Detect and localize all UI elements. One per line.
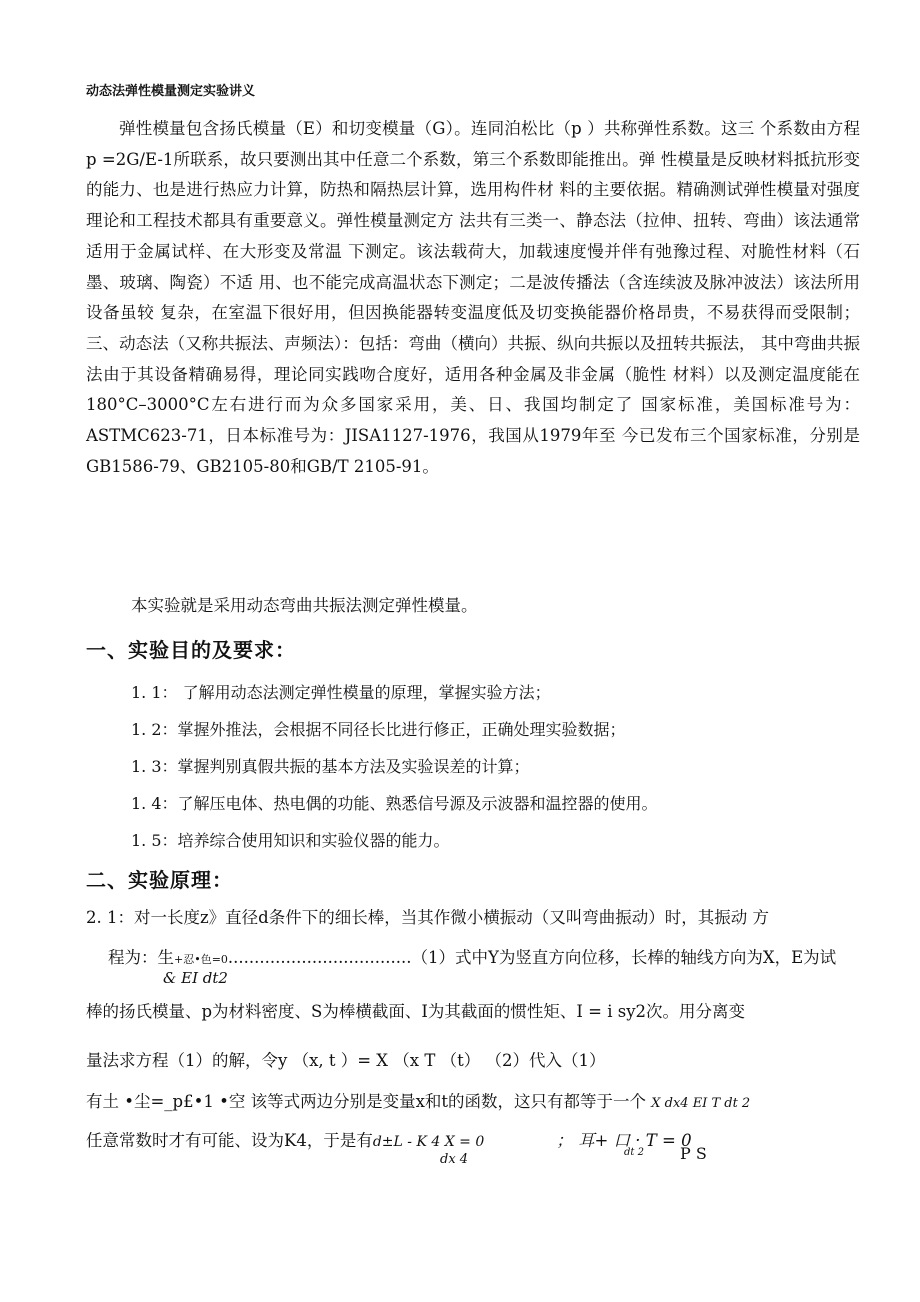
intro-paragraph: 弹性模量包含扬氏模量（E）和切变模量（G）。连同泊松比（p ）共称弹性系数。这三 个系数由方程p =2G/E-1所联系，故只要测出其中任意二个系数，第三个系数即能推出。弹 性模量是反映材料抵抗形变的能力、也是进行热应力计算，防热和隔热层计算，选用构件材 料的主要依据。精确测试弹性模量对强度理论和工程技术都具有重要意义。弹性模量测定方 法共有三类一、静态法（拉伸、扭转、弯曲）该法通常适用于金属试样、在大形变及常温 下测定。该法载荷大，加载速度慢并伴有弛豫过程、对脆性材料（石墨、玻璃、陶瓷）不适 用、也不能完成高温状态下测定；二是波传播法（含连续波及脉冲波法）该法所用设备虽较 复杂，在室温下很好用，但因换能器转变温度低及切变换能器价格昂贵，不易获得而受限制；三、动态法（又称共振法、声频法）：包括：弯曲（横向）共振、纵向共振以及扭转共振法， 其中弯曲共振法由于其设备精确易得，理论同实践吻合度好，适用各种金属及非金属（脆性 材料）以及测定温度能在180°C–3000°C左右进行而为众多国家采用，美、日、我国均制定了 国家标准，美国标准号为：ASTMC623-71，日本标准号为：JISA1127-1976，我国从1979年至 今已发布三个国家标准，分别是GB1586-79、GB2105-80和GB/T 2105-91。 bbox=[86, 119, 860, 476]
line6-text: 任意常数时才有可能、设为K4，于是有 bbox=[86, 1131, 373, 1150]
equation-prefix: 程为：生 bbox=[108, 948, 174, 967]
list-item: 1. 5：培养综合使用知识和实验仪器的能力。 bbox=[131, 831, 450, 850]
intro-summary: 本实验就是采用动态弯曲共振法测定弹性模量。 bbox=[131, 596, 478, 615]
list-item: 1. 1： 了解用动态法测定弹性模量的原理，掌握实验方法； bbox=[131, 683, 551, 702]
principle-line-4: 量法求方程（1）的解，令y （x, t ）= X （x T （t） （2）代入（1） bbox=[86, 1051, 606, 1070]
principle-line-2 bbox=[108, 944, 836, 968]
formula-subscript-dx4: dx 4 bbox=[440, 1152, 469, 1167]
equation-subscript: & EI dt2 bbox=[163, 969, 228, 987]
list-item: 1. 4：了解压电体、热电偶的功能、熟悉信号源及示波器和温控器的使用。 bbox=[131, 794, 658, 813]
line5-text: 有土 •尘=_p£•1 •空 该等式两边分别是变量x和t的函数，这只有都等于一个 bbox=[86, 1092, 652, 1111]
formula-subscript-ps: P S bbox=[680, 1144, 707, 1163]
section-heading-objectives: 一、实验目的及要求： bbox=[86, 638, 296, 662]
section-heading-principle: 二、实验原理： bbox=[86, 868, 233, 892]
objectives-list bbox=[131, 674, 831, 859]
equation-suffix: ...................................（1）式中Y为竖直方向位移，长棒的轴线方向为X，E为试 bbox=[227, 948, 837, 967]
line5-formula: X dx4 EI T dt 2 bbox=[651, 1096, 751, 1111]
line6-formula-2: ； 耳+ 口 · T = 0 bbox=[556, 1131, 692, 1150]
formula-subscript-dt2: dt 2 bbox=[624, 1147, 644, 1158]
principle-line-5 bbox=[86, 1088, 750, 1112]
principle-line-1: 2. 1：对一长度z》直径d条件下的细长棒，当其作微小横振动（又叫弯曲振动）时，其振动 方 bbox=[86, 908, 769, 927]
line6-formula: d±L - K 4 X = 0 bbox=[372, 1134, 485, 1150]
list-item: 1. 2：掌握外推法，会根据不同径长比进行修正，正确处理实验数据； bbox=[131, 720, 626, 739]
equation-fragment: +忍•色=0 bbox=[174, 953, 228, 966]
list-item: 1. 3：掌握判别真假共振的基本方法及实验误差的计算； bbox=[131, 757, 530, 776]
principle-line-6 bbox=[86, 1127, 692, 1151]
document-title: 动态法弹性模量测定实验讲义 bbox=[86, 84, 256, 99]
principle-line-3: 棒的扬氏模量、p为材料密度、S为棒横截面、I为其截面的惯性矩、I = i sy2次。用分离变 bbox=[86, 1002, 746, 1021]
